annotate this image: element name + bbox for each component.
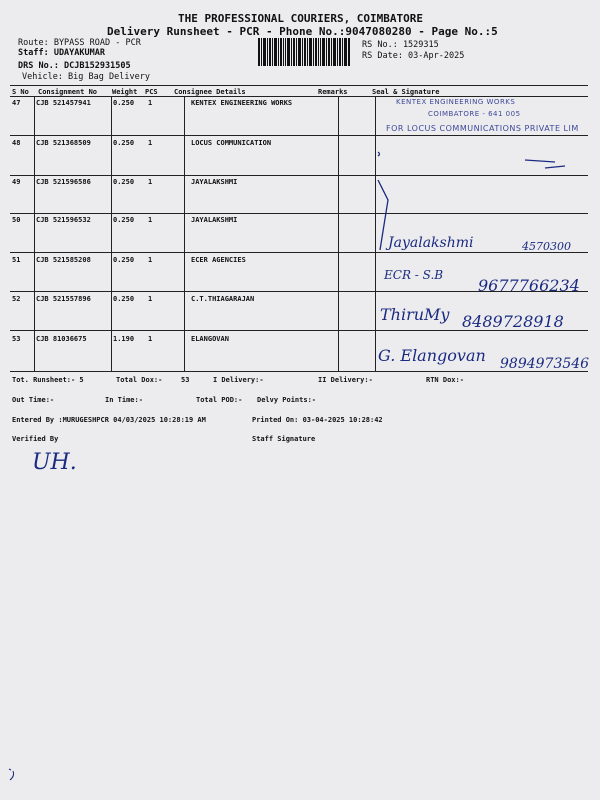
col-header-consignee: Consignee Details xyxy=(174,88,246,96)
row-weight: 0.250 xyxy=(113,139,135,147)
row-consignee: JAYALAKSHMI xyxy=(191,178,238,186)
row-pcs: 1 xyxy=(148,335,153,343)
row-weight: 1.190 xyxy=(113,335,135,343)
staff-label: Staff: UDAYAKUMAR xyxy=(18,48,105,58)
row-consignment: CJB 521596532 xyxy=(36,216,91,224)
company-name: THE PROFESSIONAL COURIERS, COIMBATORE xyxy=(178,12,424,25)
phone-jayalakshmi: 4570300 xyxy=(522,240,571,253)
verified-by: Verified By xyxy=(12,435,59,443)
company-stamp xyxy=(388,96,588,140)
row-consignee: KENTEX ENGINEERING WORKS xyxy=(191,99,293,107)
drs-number: DRS No.: DCJB152931505 xyxy=(18,61,131,71)
row-consignee: JAYALAKSHMI xyxy=(191,216,238,224)
row-weight: 0.250 xyxy=(113,99,135,107)
row-pcs: 1 xyxy=(148,178,153,186)
row-sno: 50 xyxy=(12,216,21,224)
row-consignment: CJB 521557896 xyxy=(36,295,91,303)
table-top-rule xyxy=(10,85,588,86)
signature-jayalakshmi: Jayalakshmi xyxy=(388,235,474,251)
row-pcs: 1 xyxy=(148,99,153,107)
col-header-consignment: Consignment No xyxy=(38,88,98,96)
entered-by: Entered By :MURUGESHPCR 04/03/2025 10:28:19 AM xyxy=(12,416,206,424)
barcode-image xyxy=(258,38,350,66)
row-weight: 0.250 xyxy=(113,216,135,224)
row-weight: 0.250 xyxy=(113,178,135,186)
runsheet-title: Delivery Runsheet - PCR - Phone No.:9047080280 - Page No.:5 xyxy=(107,25,498,38)
stamp-line-3: FOR LOCUS COMMUNICATIONS PRIVATE LIM xyxy=(386,124,579,133)
i-delivery: I Delivery:- xyxy=(213,376,264,384)
row-sno: 49 xyxy=(12,178,21,186)
row-sno: 51 xyxy=(12,256,21,264)
row-pcs: 1 xyxy=(148,139,153,147)
signature-ecer: ECR - S.B xyxy=(384,268,444,282)
ii-delivery: II Delivery:- xyxy=(318,376,373,384)
col-header-pcs: PCS xyxy=(145,88,158,96)
row-weight: 0.250 xyxy=(113,295,135,303)
staff-signature: Staff Signature xyxy=(252,435,316,443)
verified-initials: UH. xyxy=(32,450,77,475)
phone-ecer: 9677766234 xyxy=(478,276,580,295)
vehicle-label: Vehicle: Big Bag Delivery xyxy=(22,72,150,82)
signature-thiagarajan: ThiruMy xyxy=(380,305,450,324)
total-runsheet: Tot. Runsheet:- 5 xyxy=(12,376,84,384)
row-consignment: CJB 521457941 xyxy=(36,99,91,107)
rtn-dox: RTN Dox:- xyxy=(426,376,464,384)
total-dox-label: Total Dox:- xyxy=(116,376,163,384)
printed-on: Printed On: 03-04-2025 10:28:42 xyxy=(252,416,383,424)
row-consignee: LOCUS COMMUNICATION xyxy=(191,139,272,147)
in-time: In Time:- xyxy=(105,396,143,404)
row-sno: 53 xyxy=(12,335,21,343)
pen-mark-icon xyxy=(6,766,20,782)
col-header-seal-signature: Seal & Signature xyxy=(372,88,440,96)
rs-number: RS No.: 1529315 xyxy=(362,40,439,50)
row-sno: 48 xyxy=(12,139,21,147)
phone-thiagarajan: 8489728918 xyxy=(462,312,564,331)
col-header-remarks: Remarks xyxy=(318,88,348,96)
row-consignment: CJB 521368509 xyxy=(36,139,91,147)
row-consignment: CJB 81036675 xyxy=(36,335,87,343)
row-pcs: 1 xyxy=(148,216,153,224)
col-header-sno: S No xyxy=(12,88,29,96)
row-consignment: CJB 521596586 xyxy=(36,178,91,186)
signature-elangovan: G. Elangovan xyxy=(378,346,486,365)
total-pod: Total POD:- xyxy=(196,396,243,404)
row-consignee: ECER AGENCIES xyxy=(191,256,246,264)
stamp-line-1: KENTEX ENGINEERING WORKS xyxy=(396,98,516,106)
delvy-points: Delvy Points:- xyxy=(257,396,317,404)
phone-elangovan: 9894973546 xyxy=(500,356,590,372)
row-consignee: ELANGOVAN xyxy=(191,335,229,343)
out-time: Out Time:- xyxy=(12,396,55,404)
route-label: Route: BYPASS ROAD - PCR xyxy=(18,38,141,48)
row-weight: 0.250 xyxy=(113,256,135,264)
row-pcs: 1 xyxy=(148,256,153,264)
row-sno: 47 xyxy=(12,99,21,107)
row-pcs: 1 xyxy=(148,295,153,303)
row-sno: 52 xyxy=(12,295,21,303)
total-dox-value: 53 xyxy=(181,376,190,384)
stamp-line-2: COIMBATORE - 641 005 xyxy=(428,110,521,118)
rs-date: RS Date: 03-Apr-2025 xyxy=(362,51,465,61)
row-consignee: C.T.THIAGARAJAN xyxy=(191,295,255,303)
row-consignment: CJB 521585208 xyxy=(36,256,91,264)
col-header-weight: Weight xyxy=(112,88,138,96)
